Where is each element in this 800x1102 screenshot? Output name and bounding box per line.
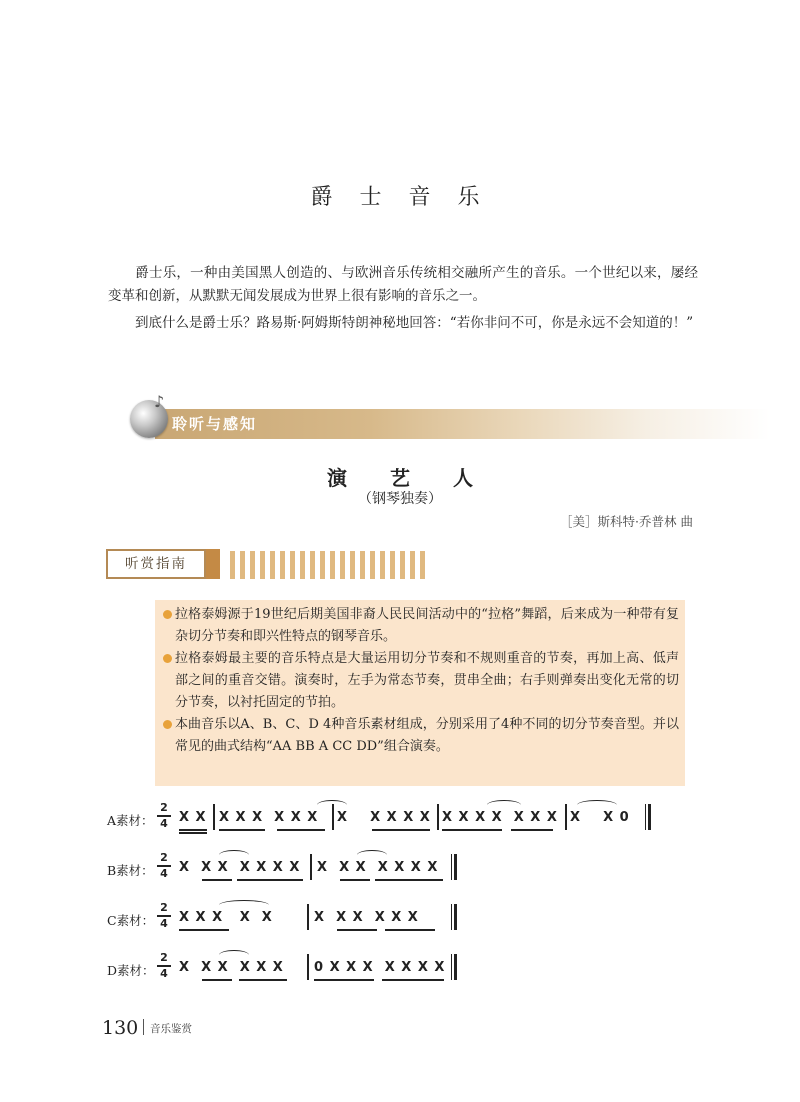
listening-guide-notes (155, 600, 685, 786)
score-label: C素材： (107, 913, 155, 928)
guide-note: 本曲音乐以A、B、C、D 4种音乐素材组成，分别采用了4种不同的切分节奏音型。并以常见的曲式结构“AA BB A CC DD”组合演奏。 (163, 714, 679, 758)
score-measure: X X X X X (179, 910, 273, 925)
book-title: 音乐鉴赏 (150, 1023, 192, 1035)
score-measure: X X X X X (337, 810, 431, 825)
time-signature: 2 4 (157, 802, 171, 830)
intro-paragraph-2: 到底什么是爵士乐？路易斯·阿姆斯特朗神秘地回答：“若你非问不可，你是永远不会知道的！” (135, 315, 694, 331)
score-label: B素材： (107, 863, 154, 878)
score-c (107, 902, 477, 936)
guide-stripe (206, 549, 220, 579)
piece-composer: ［美］斯科特·乔普林 曲 (560, 514, 693, 529)
time-signature: 2 4 (157, 952, 171, 980)
score-label: A素材： (107, 813, 154, 828)
bullet-dot-icon (163, 654, 172, 663)
listening-guide-header (106, 549, 366, 579)
bullet-dot-icon (163, 610, 172, 619)
score-measure: X X X X X X X (317, 860, 439, 875)
time-signature: 2 4 (157, 902, 171, 930)
score-measure: X X X X X X (314, 910, 419, 925)
score-measure: X X (179, 810, 207, 825)
score-measure: X X X X X X (219, 810, 319, 825)
score-measure: 0 X X X X X X X (314, 960, 446, 975)
score-measure: X X X X X X (179, 960, 284, 975)
section-banner-label: 聆听与感知 (172, 415, 258, 433)
footer-divider (143, 1019, 144, 1035)
listening-guide-label: 听赏指南 (106, 549, 206, 579)
guide-note: 拉格泰姆源于19世纪后期美国非裔人民民间活动中的“拉格”舞蹈，后来成为一种带有复杂切分节奏和即兴性特点的钢琴音乐。 (163, 604, 679, 648)
score-label: D素材： (107, 963, 155, 978)
score-d (107, 952, 477, 986)
section-banner (130, 392, 770, 438)
time-signature: 2 4 (157, 852, 171, 880)
score-b (107, 852, 487, 886)
score-a (107, 802, 667, 836)
guide-note: 拉格泰姆最主要的音乐特点是大量运用切分节奏和不规则重音的节奏，再加上高、低声部之间的重音交错。演奏时，左手为常态节奏，贯串全曲；右手则弹奏出变化无常的切分节奏，以衬托固定的节拍。 (163, 648, 679, 714)
score-measure: X X X X X X X (442, 810, 558, 825)
intro-paragraph-1: 爵士乐，一种由美国黑人创造的、与欧洲音乐传统相交融所产生的音乐。一个世纪以来，屡经变革和创新，从默默无闻发展成为世界上很有影响的音乐之一。 (108, 265, 698, 304)
score-measure: X X 0 (570, 810, 630, 825)
score-measure: X X X X X X X (179, 860, 301, 875)
page-title: 爵 士 音 乐 (310, 185, 490, 210)
piece-title: 演 艺 人 (327, 466, 491, 490)
page-number: 130 (102, 1017, 139, 1039)
bullet-dot-icon (163, 720, 172, 729)
music-note-icon: ♪ (154, 392, 165, 411)
guide-decoration (230, 551, 425, 579)
piece-subtitle: （钢琴独奏） (358, 491, 442, 507)
